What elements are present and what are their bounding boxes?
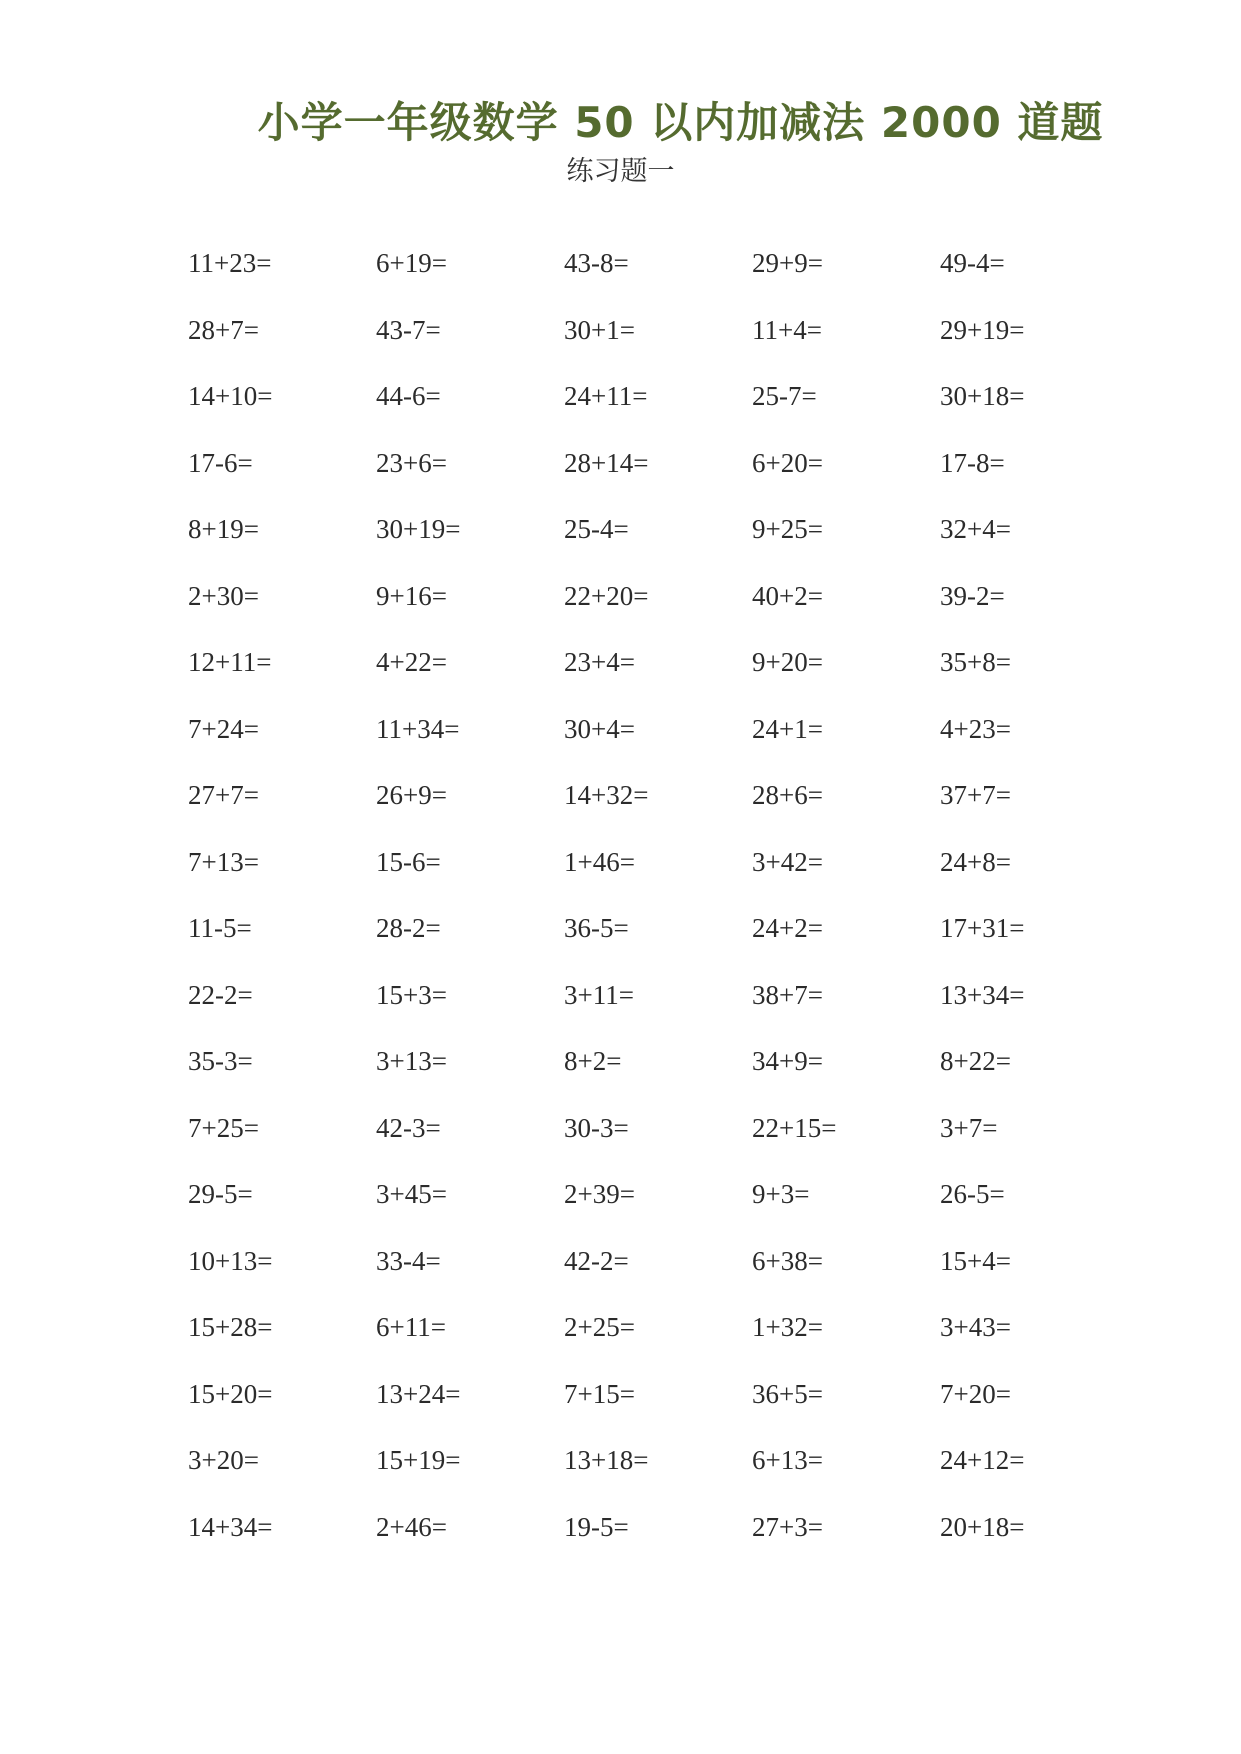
- problem-item: 24+8=: [940, 846, 1011, 877]
- problem-item: 3+13=: [376, 1046, 447, 1076]
- problem-item: 28-2=: [376, 913, 441, 943]
- problem-item: 3+7=: [940, 1112, 998, 1143]
- problem-item: 29+9=: [752, 248, 823, 278]
- problem-item: 38+7=: [752, 979, 823, 1010]
- problem-item: 13+18=: [564, 1445, 649, 1475]
- problem-item: 36+5=: [752, 1378, 823, 1409]
- problem-item: 4+23=: [940, 713, 1011, 744]
- problem-item: 40+2=: [752, 580, 823, 611]
- problem-item: 13+34=: [940, 979, 1025, 1010]
- problem-item: 42-2=: [564, 1245, 629, 1276]
- problem-item: 15-6=: [376, 846, 441, 877]
- problem-item: 9+16=: [376, 580, 447, 611]
- problem-item: 15+28=: [188, 1312, 273, 1342]
- problem-item: 3+43=: [940, 1312, 1011, 1342]
- problem-item: 17-6=: [188, 447, 253, 478]
- problem-item: 28+14=: [564, 447, 649, 478]
- problem-item: 7+13=: [188, 846, 259, 877]
- page-subtitle: 练习题一: [566, 156, 675, 187]
- problem-item: 14+32=: [564, 780, 649, 810]
- problem-item: 24+12=: [940, 1445, 1025, 1475]
- problem-item: 11-5=: [188, 913, 252, 943]
- problem-item: 22+20=: [564, 580, 649, 611]
- problem-item: 11+4=: [752, 314, 822, 345]
- problem-item: 14+10=: [188, 381, 273, 411]
- problem-item: 36-5=: [564, 913, 629, 943]
- problem-item: 30-3=: [564, 1112, 629, 1143]
- problem-item: 37+7=: [940, 780, 1011, 810]
- problem-item: 25-7=: [752, 381, 817, 411]
- problem-item: 43-8=: [564, 248, 629, 278]
- problem-item: 28+6=: [752, 780, 823, 810]
- problem-item: 22-2=: [188, 979, 253, 1010]
- problem-item: 3+45=: [376, 1179, 447, 1209]
- problem-item: 49-4=: [940, 248, 1005, 278]
- problem-item: 19-5=: [564, 1511, 629, 1542]
- problem-item: 1+46=: [564, 846, 635, 877]
- problem-item: 23+6=: [376, 447, 447, 478]
- problem-item: 9+3=: [752, 1179, 810, 1209]
- problem-item: 24+1=: [752, 713, 823, 744]
- problem-item: 2+46=: [376, 1511, 447, 1542]
- problem-item: 25-4=: [564, 514, 629, 544]
- problem-item: 9+25=: [752, 514, 823, 544]
- problem-item: 29+19=: [940, 314, 1025, 345]
- problem-item: 6+19=: [376, 248, 447, 278]
- problem-grid: [188, 245, 1128, 1575]
- page-title: 小学一年级数学 50 以内加减法 2000 道题: [257, 98, 1104, 147]
- problem-item: 39-2=: [940, 580, 1005, 611]
- problem-item: 7+24=: [188, 713, 259, 744]
- problem-item: 26-5=: [940, 1179, 1005, 1209]
- problem-item: 4+22=: [376, 647, 447, 677]
- problem-item: 30+19=: [376, 514, 461, 544]
- problem-item: 32+4=: [940, 514, 1011, 544]
- problem-item: 6+38=: [752, 1245, 823, 1276]
- problem-item: 29-5=: [188, 1179, 253, 1209]
- problem-item: 8+2=: [564, 1046, 622, 1076]
- problem-item: 6+13=: [752, 1445, 823, 1475]
- problem-item: 6+20=: [752, 447, 823, 478]
- problem-item: 15+20=: [188, 1378, 273, 1409]
- problem-item: 28+7=: [188, 314, 259, 345]
- problem-item: 17-8=: [940, 447, 1005, 478]
- problem-item: 7+25=: [188, 1112, 259, 1143]
- problem-item: 7+20=: [940, 1378, 1011, 1409]
- problem-item: 23+4=: [564, 647, 635, 677]
- problem-item: 15+4=: [940, 1245, 1011, 1276]
- problem-item: 2+25=: [564, 1312, 635, 1342]
- problem-item: 2+30=: [188, 580, 259, 611]
- problem-item: 35+8=: [940, 647, 1011, 677]
- problem-item: 44-6=: [376, 381, 441, 411]
- problem-item: 35-3=: [188, 1046, 253, 1076]
- problem-item: 42-3=: [376, 1112, 441, 1143]
- problem-item: 30+1=: [564, 314, 635, 345]
- problem-item: 30+4=: [564, 713, 635, 744]
- problem-item: 3+42=: [752, 846, 823, 877]
- problem-item: 27+3=: [752, 1511, 823, 1542]
- problem-item: 20+18=: [940, 1511, 1025, 1542]
- problem-item: 8+19=: [188, 514, 259, 544]
- problem-item: 2+39=: [564, 1179, 635, 1209]
- problem-item: 3+11=: [564, 979, 634, 1010]
- problem-item: 15+19=: [376, 1445, 461, 1475]
- problem-item: 8+22=: [940, 1046, 1011, 1076]
- problem-item: 13+24=: [376, 1378, 461, 1409]
- problem-item: 1+32=: [752, 1312, 823, 1342]
- problem-item: 15+3=: [376, 979, 447, 1010]
- problem-item: 17+31=: [940, 913, 1025, 943]
- problem-item: 43-7=: [376, 314, 441, 345]
- problem-item: 24+11=: [564, 381, 648, 411]
- problem-item: 7+15=: [564, 1378, 635, 1409]
- problem-item: 26+9=: [376, 780, 447, 810]
- problem-item: 3+20=: [188, 1445, 259, 1475]
- problem-item: 33-4=: [376, 1245, 441, 1276]
- problem-item: 34+9=: [752, 1046, 823, 1076]
- problem-item: 12+11=: [188, 647, 272, 677]
- problem-item: 6+11=: [376, 1312, 446, 1342]
- problem-item: 11+23=: [188, 248, 272, 278]
- problem-item: 24+2=: [752, 913, 823, 943]
- problem-item: 10+13=: [188, 1245, 273, 1276]
- problem-item: 14+34=: [188, 1511, 273, 1542]
- problem-item: 11+34=: [376, 713, 460, 744]
- problem-item: 30+18=: [940, 381, 1025, 411]
- problem-item: 9+20=: [752, 647, 823, 677]
- problem-item: 22+15=: [752, 1112, 837, 1143]
- problem-item: 27+7=: [188, 780, 259, 810]
